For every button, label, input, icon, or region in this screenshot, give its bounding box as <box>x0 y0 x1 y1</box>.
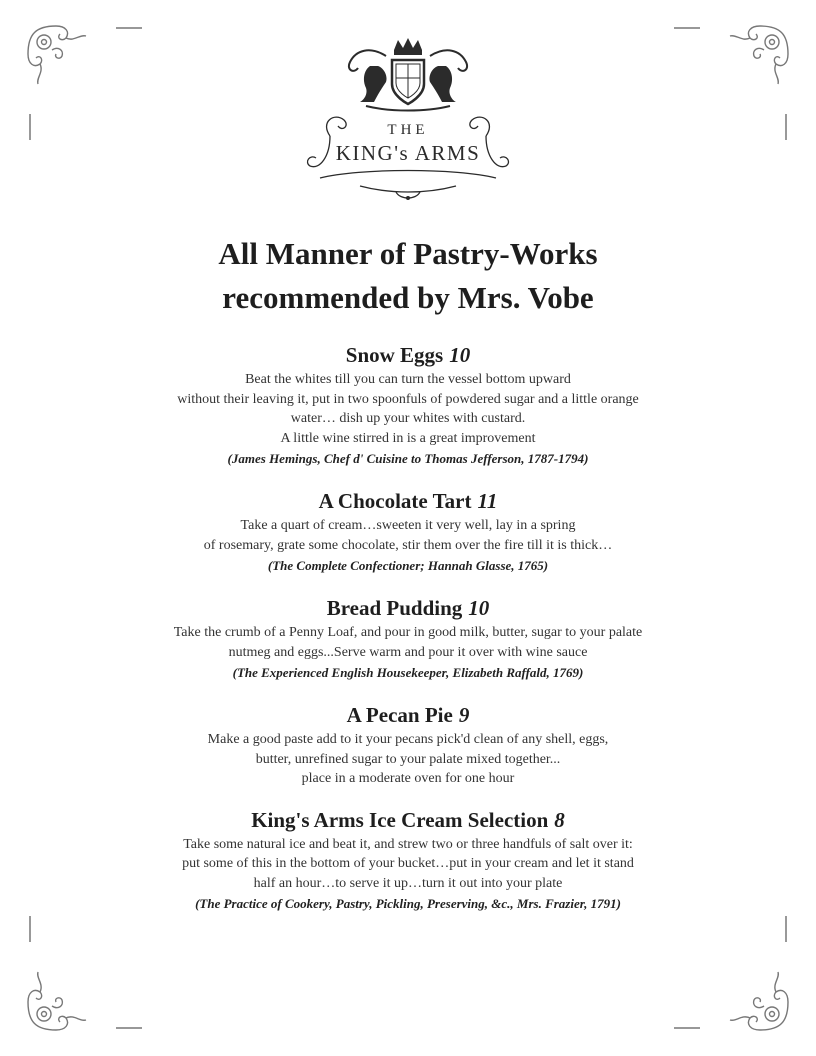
description-line: water… dish up your whites with custard. <box>290 411 526 426</box>
description-line: Take some natural ice and beat it, and strew two or three handfuls of salt over it: <box>183 836 633 852</box>
menu-item-price: 10 <box>468 596 490 620</box>
description-line: nutmeg and eggs...Serve warm and pour it over with wine sauce <box>228 644 588 660</box>
page-title-line-2: recommended by Mrs. Vobe <box>222 280 594 315</box>
menu-item-heading <box>0 805 816 835</box>
description-line: Beat the whites till you can turn the vessel bottom upward <box>245 372 571 387</box>
menu-item-description <box>0 835 816 894</box>
royal-crest-icon <box>300 36 516 206</box>
menu-item-price: 10 <box>449 343 471 367</box>
description-line: of rosemary, grate some chocolate, stir them over the fire till it is thick… <box>203 537 613 553</box>
kings-arms-logo <box>300 36 516 206</box>
menu-item-bread-pudding <box>0 593 816 684</box>
description-line: butter, unrefined sugar to your palate mixed together... <box>255 751 561 767</box>
menu-item-ice-cream-selection <box>0 805 816 916</box>
menu-item-pecan-pie <box>0 700 816 789</box>
description-line: place in a moderate oven for one hour <box>301 771 515 786</box>
menu-item-heading <box>0 593 816 623</box>
logo-text-the: THE <box>387 122 429 138</box>
description-line: Take the crumb of a Penny Loaf, and pour in good milk, butter, sugar to your palate <box>173 625 643 640</box>
corner-flourish-icon <box>674 20 794 140</box>
menu-item-name: Snow Eggs <box>345 343 444 367</box>
description-line: Take a quart of cream…sweeten it very well, lay in a spring <box>240 518 576 533</box>
menu-item-source: (The Complete Confectioner; Hannah Glasse, 1765) <box>267 558 549 573</box>
menu-item-name: King's Arms Ice Cream Selection <box>251 807 549 832</box>
corner-flourish-icon <box>22 20 142 140</box>
menu-item-snow-eggs <box>0 340 816 470</box>
menu-item-price: 8 <box>554 807 565 832</box>
menu-item-source: (The Practice of Cookery, Pastry, Pickling, Preserving, &c., Mrs. Frazier, 1791) <box>195 896 621 911</box>
menu-item-description <box>0 730 816 789</box>
description-line: half an hour…to serve it up…turn it out into your plate <box>253 875 563 891</box>
page-title <box>0 232 816 320</box>
description-line: Make a good paste add to it your pecans pick'd clean of any shell, eggs, <box>207 732 609 747</box>
description-line: without their leaving it, put in two spoonfuls of powdered sugar and a little orange <box>177 391 639 407</box>
menu-item-heading <box>0 700 816 730</box>
menu-item-price: 9 <box>458 703 470 727</box>
menu-item-name: Bread Pudding <box>326 596 463 620</box>
menu-item-description <box>0 370 816 448</box>
menu-item-description <box>0 516 816 555</box>
dessert-menu <box>0 340 816 931</box>
menu-item-heading <box>0 486 816 516</box>
menu-item-heading <box>0 340 816 370</box>
logo-text-name: KING's ARMS <box>335 141 481 165</box>
corner-flourish-icon <box>22 916 142 1036</box>
menu-item-name: A Pecan Pie <box>346 703 453 727</box>
description-line: put some of this in the bottom of your bucket…put in your cream and let it stand <box>182 856 634 871</box>
menu-item-name: A Chocolate Tart <box>318 489 472 513</box>
menu-item-price: 11 <box>477 489 498 513</box>
menu-item-chocolate-tart <box>0 486 816 577</box>
corner-flourish-icon <box>674 916 794 1036</box>
menu-item-source: (The Experienced English Housekeeper, Elizabeth Raffald, 1769) <box>232 665 584 680</box>
menu-item-source: (James Hemings, Chef d' Cuisine to Thomas Jefferson, 1787-1794) <box>227 451 589 466</box>
menu-item-description <box>0 623 816 662</box>
description-line: A little wine stirred in is a great improvement <box>280 430 536 446</box>
page-title-line-1: All Manner of Pastry-Works <box>218 236 598 271</box>
